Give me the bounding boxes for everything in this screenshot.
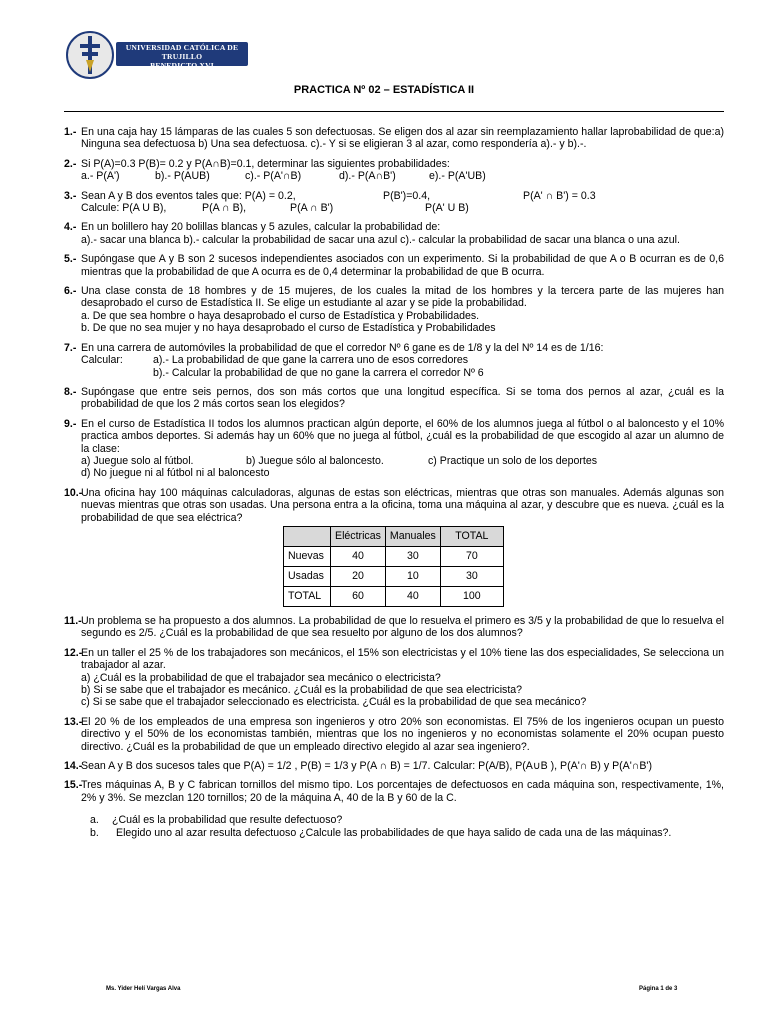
question-2 <box>64 158 724 183</box>
option-a: a) ¿Cuál es la probabilidad de que el trabajador sea mecánico o electricista? <box>81 671 441 684</box>
question-text: Una clase consta de 18 hombres y de 15 mujeres, de los cuales la mitad de los hombres y la tercera parte de las mujeres han desaprobado el curso de Estadística II. Se elige un estudiante al azar y se pide la probabilidad. <box>81 285 724 310</box>
question-text: En el curso de Estadística II todos los alumnos practican algún deporte, el 60% de los alumnos juega al fútbol o al baloncesto y el 10% practica ambos deportes. Si además hay un 60% que no juega al fútbol, ¿cuál es la probabilidad de que escogido al azar un alumno de la clase: <box>81 417 724 455</box>
page-title: PRACTICA Nº 02 – ESTADÍSTICA II <box>293 84 475 96</box>
question-3 <box>64 190 724 215</box>
calc-row <box>81 354 724 366</box>
logo-line2: BENEDICTO XVI <box>150 61 214 70</box>
title-divider <box>64 111 724 112</box>
table-cell: 30 <box>385 546 440 566</box>
options-row <box>81 170 724 182</box>
question-text: El 20 % de los empleados de una empresa son ingenieros y otro 20% son economistas. El 75% de los ingenieros ocupan un puesto directivo y el 50% de los economistas también, mientras que los no ingenieros y no economistas solamente el 20% ocupan puesto directivo. ¿Cuál es la probabilidad de que un empleado directivo elegido al azar sea ingeniero?. <box>81 715 724 753</box>
option-b: b).- Calcular la probabilidad de que no gane la carrera el corredor Nº 6 <box>153 366 484 379</box>
part-a <box>90 814 724 826</box>
table-row <box>284 566 504 586</box>
option-c: c).- P(A'∩B) <box>245 170 302 183</box>
question-text: Una oficina hay 100 máquinas calculadoras, algunas de estas son eléctricas, mientras que otras son manuales. Además algunas son nuevas mientras que otras son usadas. Una persona entra a la oficina, toma una máquina al azar, y descubre que es nueva. ¿cuál es la probabilidad de que sea eléctrica? <box>81 486 724 524</box>
question-text: Tres máquinas A, B y C fabrican tornillos del mismo tipo. Los porcentajes de defectuosos en cada máquina son, respectivamente, 1%, 2% y 3%. Se mezclan 120 tornillos; 20 de la máquina A, 40 de la B y 60 de la C. <box>81 779 724 804</box>
question-text: En una carrera de automóviles la probabilidad de que el corredor Nº 6 gane es de 1/8 y la del Nº 14 es de 1/16: <box>81 341 604 354</box>
question-4 <box>64 221 724 246</box>
question-1 <box>64 126 724 151</box>
part-b <box>90 827 724 839</box>
question-15-parts <box>64 814 724 839</box>
option-a: a. De que sea hombre o haya desaprobado el curso de Estadística y Probabilidades. <box>81 309 480 322</box>
question-number: 8.- <box>64 385 77 398</box>
logo-text <box>118 43 246 70</box>
given-pb: P(B')=0.4, <box>383 189 431 202</box>
footer-page-number: Página 1 de 3 <box>639 986 678 992</box>
table-header: Manuales <box>385 526 440 546</box>
table-header-row <box>284 526 504 546</box>
calc-1: Calcule: P(A U B), <box>81 202 167 215</box>
table-cell: 10 <box>385 566 440 586</box>
part-marker: a. <box>90 814 99 827</box>
option-a: a) Juegue solo al fútbol. <box>81 454 194 467</box>
table-cell: Nuevas <box>284 546 331 566</box>
option-b: b).- P(AUB) <box>155 170 210 183</box>
table-header: Eléctricas <box>331 526 386 546</box>
question-15 <box>64 779 724 804</box>
option-e: e).- P(A'UB) <box>429 170 486 183</box>
table-cell: 60 <box>331 586 386 606</box>
question-text: Si P(A)=0.3 P(B)= 0.2 y P(A∩B)=0.1, determinar las siguientes probabilidades: <box>81 157 450 170</box>
table-cell: Usadas <box>284 566 331 586</box>
table-cell: 70 <box>440 546 503 566</box>
logo-line1: UNIVERSIDAD CATÓLICA DE TRUJILLO <box>125 43 239 61</box>
table-cell: 20 <box>331 566 386 586</box>
question-5 <box>64 253 724 278</box>
question-number: 13.- <box>64 715 83 728</box>
table-header: TOTAL <box>440 526 503 546</box>
question-text: Supóngase que entre seis pernos, dos son más cortos que una longitud específica. Si se toma dos pernos al azar, ¿cuál es la probabilidad de que los 2 más cortos sean los elegidos? <box>81 385 724 411</box>
question-number: 10.- <box>64 486 83 499</box>
question-number: 12.- <box>64 646 83 659</box>
table-header <box>284 526 331 546</box>
option-b: b) Juegue sólo al baloncesto. <box>246 454 384 467</box>
question-number: 2.- <box>64 157 77 170</box>
table-row <box>284 586 504 606</box>
option-a: a.- P(A') <box>81 170 120 183</box>
calculators-table <box>283 526 504 607</box>
table-row <box>284 546 504 566</box>
question-number: 15.- <box>64 779 83 792</box>
question-6 <box>64 285 724 335</box>
question-number: 11.- <box>64 614 82 627</box>
calc-row <box>81 202 724 214</box>
questions <box>64 126 724 839</box>
given-pab: P(A' ∩ B') = 0.3 <box>523 189 596 202</box>
question-text: Un problema se ha propuesto a dos alumnos. La probabilidad de que lo resuelva el primero es 3/5 y la probabilidad de que lo resuelva el segundo es 2/5. ¿Cuál es la probabilidad de que sea resuelto por alguno de los dos alumnos? <box>81 614 724 640</box>
question-number: 9.- <box>64 417 77 430</box>
calc-2: P(A ∩ B), <box>202 202 247 215</box>
calc-label: Calcular: <box>81 354 123 367</box>
calc-3: P(A ∩ B') <box>290 202 334 215</box>
option-d: d).- P(A∩B') <box>339 170 396 183</box>
question-number: 3.- <box>64 189 77 202</box>
question-14 <box>64 760 724 772</box>
given-pa: Sean A y B dos eventos tales que: P(A) = 0.2, <box>81 189 296 202</box>
part-text: Elegido uno al azar resulta defectuoso ¿Calcule las probabilidades de que haya salido de cada una de las máquinas?. <box>116 826 672 839</box>
calc-4: P(A' U B) <box>425 202 469 215</box>
question-number: 7.- <box>64 341 77 354</box>
option-a: a).- La probabilidad de que gane la carrera uno de esos corredores <box>153 354 469 367</box>
part-marker: b. <box>90 826 99 839</box>
question-text: Sean A y B dos sucesos tales que P(A) = 1/2 , P(B) = 1/3 y P(A ∩ B) = 1/7. Calcular: P(A/B), P(A∪B ), P(A'∩ B) y P(A'∩B') <box>81 760 652 773</box>
question-12 <box>64 647 724 709</box>
table-cell: 100 <box>440 586 503 606</box>
question-text: En una caja hay 15 lámparas de las cuales 5 son defectuosas. Se eligen dos al azar sin reemplazamiento hallar laprobabilidad de que:a) Ninguna sea defectuosa b) Una sea defectuosa. c).- Y si se eligieran 3 al azar, como respondería a).- y b).-. <box>81 126 724 151</box>
options-row <box>81 455 724 467</box>
calc-row <box>81 367 724 379</box>
option-b: b. De que no sea mujer y no haya desaprobado el curso de Estadística y Probabilidades <box>81 322 496 335</box>
question-7 <box>64 342 724 379</box>
question-number: 5.- <box>64 253 77 266</box>
question-number: 14.- <box>64 760 83 773</box>
question-options: a).- sacar una blanca b).- calcular la probabilidad de sacar una azul c).- calcular la probabilidad de sacar una blanca o una azul. <box>81 233 680 246</box>
option-b: b) Si se sabe que el trabajador es mecánico. ¿Cuál es la probabilidad de que sea electricista? <box>81 684 523 696</box>
question-10 <box>64 487 724 524</box>
question-number: 1.- <box>64 126 77 138</box>
question-8 <box>64 386 724 411</box>
question-number: 4.- <box>64 221 77 234</box>
question-number: 6.- <box>64 285 77 298</box>
table-cell: 30 <box>440 566 503 586</box>
question-text: En un taller el 25 % de los trabajadores son mecánicos, el 15% son electricistas y el 10% tiene las dos especialidades, Se selecciona un trabajador al azar. <box>81 646 724 672</box>
question-11 <box>64 615 724 640</box>
question-9 <box>64 418 724 480</box>
question-text: En un bolillero hay 20 bolillas blancas y 5 azules, calcular la probabilidad de: <box>81 221 441 234</box>
table-cell: TOTAL <box>284 586 331 606</box>
part-text: ¿Cuál es la probabilidad que resulte defectuoso? <box>112 814 343 827</box>
question-text: Supóngase que A y B son 2 sucesos independientes asociados con un experimento. Si la probabilidad de que A o B ocurran es de 0,6 mientras que la probabilidad de que A ocurra es de 0,4 determinar la probabilidad de que B ocurra. <box>81 253 724 278</box>
option-d: d) No juegue ni al fútbol ni al baloncesto <box>81 467 270 480</box>
question-13 <box>64 716 724 753</box>
option-c: c) Si se sabe que el trabajador seleccionado es electricista. ¿Cuál es la probabilidad de que sea mecánico? <box>81 696 587 709</box>
given-row <box>81 190 724 202</box>
footer-author: Ms. Yider Helí Vargas Alva <box>106 986 181 992</box>
table-cell: 40 <box>385 586 440 606</box>
option-c: c) Practique un solo de los deportes <box>428 454 598 467</box>
table-cell: 40 <box>331 546 386 566</box>
